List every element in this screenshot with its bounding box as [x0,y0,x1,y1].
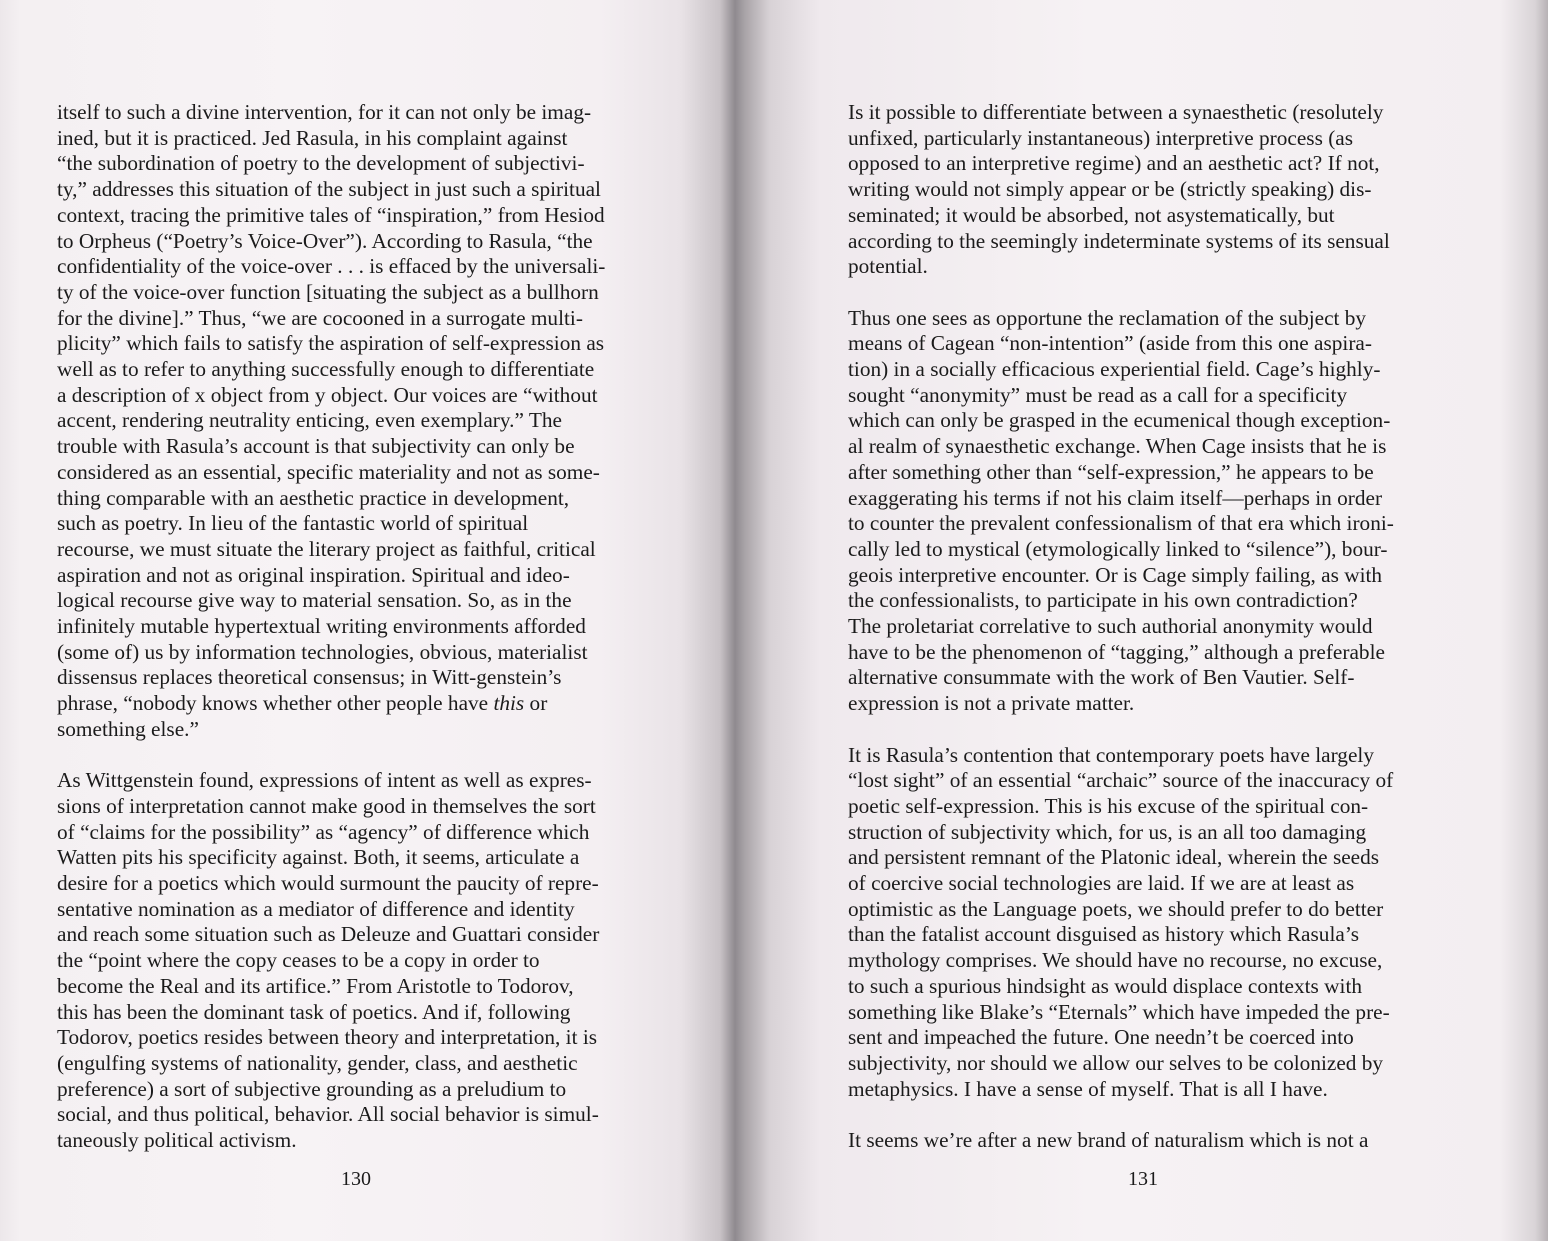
text-line: trouble with Rasula’s account is that subjectivity can only be [57,434,575,459]
text-line: taneously political activism. [57,1128,297,1153]
text-line: desire for a poetics which would surmount the paucity of repre- [57,871,599,896]
text-line: accent, rendering neutrality enticing, even exemplary.” The [57,408,562,433]
text-line: Thus one sees as opportune the reclamation of the subject by [848,305,1367,330]
text-line: sought “anonymity” must be read as a call for a specificity [848,382,1348,407]
text-line: of coercive social technologies are laid. If we are at least as [848,871,1355,896]
text-line: poetic self-expression. This is his excuse of the spiritual con- [848,793,1369,818]
text-line: have to be the phenomenon of “tagging,” although a preferable [848,639,1385,664]
text-line: struction of subjectivity which, for us, is an all too damaging [848,819,1367,844]
page-number-right: 131 [1128,1168,1158,1190]
text-line: The proletariat correlative to such authorial anonymity would [848,614,1373,639]
text-line: to Orpheus (“Poetry’s Voice-Over”). According to Rasula, “the [57,228,593,253]
paragraph [848,1128,1448,1154]
text-line: to such a spurious hindsight as would displace contexts with [848,973,1363,998]
text-line: potential. [848,254,928,279]
text-line: the confessionalists, to participate in his own contradiction? [848,588,1358,613]
left-text-block [57,100,653,1154]
text-line: Todorov, poetics resides between theory and interpretation, it is [57,1025,598,1050]
text-line: considered as an essential, specific materiality and not as some- [57,459,600,484]
text-line: expression is not a private matter. [848,691,1135,716]
text-line: which can only be grasped in the ecumenical though exception- [848,408,1391,433]
text-line: Is it possible to differentiate between a synaesthetic (resolutely [848,100,1384,124]
text-line: and reach some situation such as Deleuze and Guattari consider [57,922,600,947]
text-line: plicity” which fails to satisfy the aspiration of self-expression as [57,331,605,356]
text-line: context, tracing the primitive tales of “inspiration,” from Hesiod [57,202,605,227]
text-line: a description of x object from y object. Our voices are “without [57,382,598,407]
text-line: something else.” [57,716,199,741]
text-line: the “point where the copy ceases to be a copy in order to [57,948,540,973]
text-line: It is Rasula’s contention that contemporary poets have largely [848,742,1374,767]
text-line: exaggerating his terms if not his claim itself—perhaps in order [848,485,1383,510]
text-line: alternative consummate with the work of Ben Vautier. Self- [848,665,1355,690]
text-line: logical recourse give way to material sensation. So, as in the [57,588,572,613]
text-line: after something other than “self-expression,” he appears to be [848,459,1374,484]
text-line: sentative nomination as a mediator of difference and identity [57,896,575,921]
text-line: this has been the dominant task of poetics. And if, following [57,999,571,1024]
text-line: infinitely mutable hypertextual writing environments afforded [57,614,586,639]
text-line: As Wittgenstein found, expressions of intent as well as expres- [57,768,592,793]
text-line: become the Real and its artifice.” From Aristotle to Todorov, [57,973,574,998]
text-line: mythology comprises. We should have no recourse, no excuse, [848,948,1383,973]
text-line: metaphysics. I have a sense of myself. That is all I have. [848,1076,1328,1101]
text-line: for the divine].” Thus, “we are cocooned in a surrogate multi- [57,305,583,330]
text-line: preference) a sort of subjective grounding as a preludium to [57,1076,567,1101]
text-line: “lost sight” of an essential “archaic” source of the inaccuracy of [848,768,1394,793]
text-line: subjectivity, nor should we allow our selves to be colonized by [848,1050,1384,1075]
left-page [0,0,740,1241]
page-number-left: 130 [341,1168,371,1190]
text-line: and persistent remnant of the Platonic ideal, wherein the seeds [848,845,1380,870]
text-line: tion) in a socially efficacious experiential field. Cage’s highly- [848,357,1381,382]
text-line: recourse, we must situate the literary project as faithful, critical [57,536,596,561]
text-line: ined, but it is practiced. Jed Rasula, in his complaint against [57,125,568,150]
text-line: (some of) us by information technologies, obvious, materialist [57,639,588,664]
text-line: Watten pits his specificity against. Both, it seems, articulate a [57,845,580,870]
text-line: sions of interpretation cannot make good in themselves the sort [57,793,596,818]
text-line: writing would not simply appear or be (strictly speaking) dis- [848,177,1372,202]
text-line: It seems we’re after a new brand of naturalism which is not a [848,1128,1369,1153]
text-line: itself to such a divine intervention, for it can not only be imag- [57,100,592,124]
text-line: social, and thus political, behavior. All social behavior is simul- [57,1102,599,1127]
text-line: sent and impeached the future. One needn’t be coerced into [848,1025,1354,1050]
text-line: phrase, “nobody knows whether other people have this or [57,691,548,716]
text-line: ty,” addresses this situation of the subject in just such a spiritual [57,177,601,202]
text-line: ty of the voice-over function [situating the subject as a bullhorn [57,279,599,304]
text-line: opposed to an interpretive regime) and an aesthetic act? If not, [848,151,1380,176]
text-line: “the subordination of poetry to the development of subjectivi- [57,151,585,176]
text-line: seminated; it would be absorbed, not asystematically, but [848,202,1335,227]
text-line: cally led to mystical (etymologically linked to “silence”), bour- [848,536,1388,561]
text-line: according to the seemingly indeterminate systems of its sensual [848,228,1390,253]
text-line: such as poetry. In lieu of the fantastic world of spiritual [57,511,529,536]
paragraph [848,100,1448,280]
text-line: of “claims for the possibility” as “agency” of difference which [57,819,590,844]
text-line: (engulfing systems of nationality, gender, class, and aesthetic [57,1051,578,1075]
text-line: confidentiality of the voice-over . . . is effaced by the universali- [57,254,606,279]
text-line: unfixed, particularly instantaneous) interpretive process (as [848,125,1354,150]
text-line: al realm of synaesthetic exchange. When Cage insists that he is [848,434,1387,459]
text-line: thing comparable with an aesthetic practice in development, [57,485,570,510]
text-line: something like Blake’s “Eternals” which have impeded the pre- [848,999,1390,1024]
paragraph [848,306,1448,717]
text-line: well as to refer to anything successfully enough to differentiate [57,357,595,382]
text-line: to counter the prevalent confessionalism of that era which ironi- [848,511,1394,536]
paragraph [57,768,653,1154]
text-line: optimistic as the Language poets, we should prefer to do better [848,896,1384,921]
right-page [748,0,1548,1241]
text-line: aspiration and not as original inspiration. Spiritual and ideo- [57,562,570,587]
paragraph [57,100,653,743]
text-line: dissensus replaces theoretical consensus; in Witt-genstein’s [57,665,562,690]
text-line: than the fatalist account disguised as history which Rasula’s [848,922,1360,947]
right-text-block [848,100,1448,1154]
paragraph [848,743,1448,1103]
text-line: means of Cagean “non-intention” (aside from this one aspira- [848,331,1372,356]
text-line: geois interpretive encounter. Or is Cage simply failing, as with [848,562,1383,587]
